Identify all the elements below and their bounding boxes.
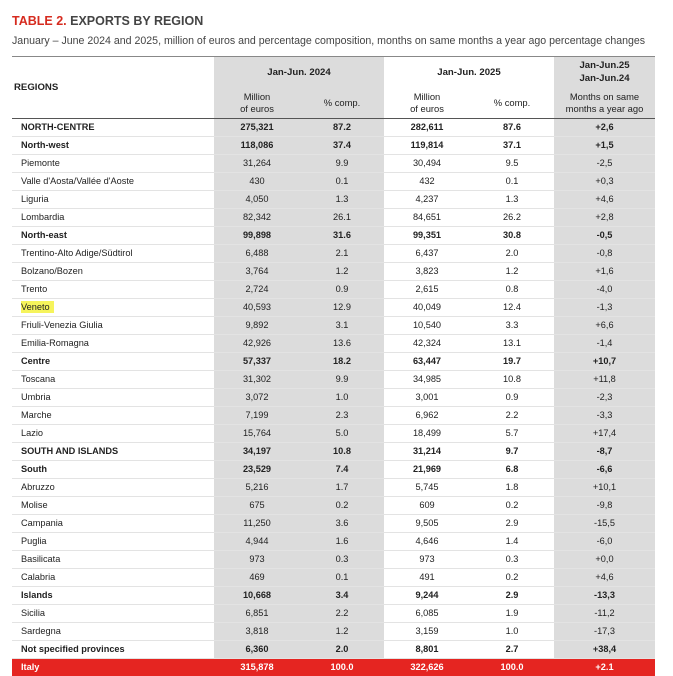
change-cell: +10,1 (554, 479, 655, 497)
region-name-cell (12, 407, 214, 425)
table-row (12, 137, 655, 155)
region-name: Bolzano/Bozen (21, 266, 83, 276)
comp-2024-cell: 1.7 (300, 479, 384, 497)
value-2025-cell: 99,351 (384, 227, 470, 245)
comp-2025-cell: 9.7 (470, 443, 554, 461)
region-name: Sardegna (21, 626, 61, 636)
region-name: Sicilia (21, 608, 45, 618)
table-subtitle: January – June 2024 and 2025, million of euros and percentage composition, months on same months a year ago percentage changes (12, 35, 645, 47)
value-2024-cell: 4,944 (214, 533, 300, 551)
value-2024-cell: 2,724 (214, 281, 300, 299)
value-2024-cell: 57,337 (214, 353, 300, 371)
region-name-cell (12, 209, 214, 227)
comp-2025-cell: 100.0 (470, 659, 554, 676)
region-name: Marche (21, 410, 52, 420)
comp-2024-cell: 1.0 (300, 389, 384, 407)
change-cell: -3,3 (554, 407, 655, 425)
table-row (12, 587, 655, 605)
comp-2024-cell: 2.3 (300, 407, 384, 425)
table-row (12, 461, 655, 479)
region-name: Umbria (21, 392, 51, 402)
region-name-cell (12, 587, 214, 605)
million-label: Million (384, 91, 470, 103)
comp-2024-cell: 12.9 (300, 299, 384, 317)
comp-2024-cell: 1.3 (300, 191, 384, 209)
region-name-cell (12, 389, 214, 407)
comp-2025-cell: 26.2 (470, 209, 554, 227)
value-2025-cell: 282,611 (384, 119, 470, 137)
of-euros-label: of euros (214, 103, 300, 115)
value-2025-cell: 3,001 (384, 389, 470, 407)
value-2024-cell: 3,072 (214, 389, 300, 407)
table-row (12, 155, 655, 173)
value-2024-cell: 6,360 (214, 641, 300, 659)
change-cell: +0,3 (554, 173, 655, 191)
comp-2025-cell: 2.9 (470, 515, 554, 533)
value-2025-cell: 9,505 (384, 515, 470, 533)
region-name-cell (12, 605, 214, 623)
region-name-cell (12, 533, 214, 551)
region-name: Valle d'Aosta/Vallée d'Aoste (21, 176, 134, 186)
change-period-header (554, 57, 655, 88)
comp-2025-cell: 13.1 (470, 335, 554, 353)
million-label: Million (214, 91, 300, 103)
comp-2025-cell: 0.2 (470, 569, 554, 587)
change-cell: +2,8 (554, 209, 655, 227)
value-2024-cell: 4,050 (214, 191, 300, 209)
value-2024-cell: 6,488 (214, 245, 300, 263)
value-2025-cell: 21,969 (384, 461, 470, 479)
comp-2025-cell: 2.9 (470, 587, 554, 605)
region-name-cell (12, 155, 214, 173)
value-2024-cell: 7,199 (214, 407, 300, 425)
region-name-cell (12, 461, 214, 479)
value-2025-cell: 84,651 (384, 209, 470, 227)
of-euros-label: of euros (384, 103, 470, 115)
comp-2024-cell: 87.2 (300, 119, 384, 137)
region-name: Piemonte (21, 158, 60, 168)
region-name: Toscana (21, 374, 55, 384)
value-2024-cell: 430 (214, 173, 300, 191)
change-cell: +11,8 (554, 371, 655, 389)
change-cell: -1,4 (554, 335, 655, 353)
value-2025-cell: 63,447 (384, 353, 470, 371)
comp-2025-cell: 2.2 (470, 407, 554, 425)
value-2024-cell: 3,764 (214, 263, 300, 281)
table-row (12, 605, 655, 623)
region-name: South (21, 464, 47, 474)
change-cell: +38,4 (554, 641, 655, 659)
region-name-cell (12, 623, 214, 641)
table-row (12, 299, 655, 317)
table-row (12, 551, 655, 569)
change-period-top: Jan-Jun.25 (554, 59, 655, 72)
region-name: Centre (21, 356, 50, 366)
table-row (12, 371, 655, 389)
change-cell: +1,5 (554, 137, 655, 155)
value-2025-cell: 31,214 (384, 443, 470, 461)
region-name-cell (12, 191, 214, 209)
comp-2024-cell: 10.8 (300, 443, 384, 461)
comp-2024-cell: 9.9 (300, 371, 384, 389)
value-2025-cell: 40,049 (384, 299, 470, 317)
year-ago-label: months a year ago (554, 103, 655, 115)
region-name-cell (12, 659, 214, 676)
change-cell: -2,3 (554, 389, 655, 407)
value-2025-cell: 6,085 (384, 605, 470, 623)
region-name: Italy (21, 662, 39, 672)
comp-2025-cell: 0.1 (470, 173, 554, 191)
value-2025-cell: 491 (384, 569, 470, 587)
comp-2025-cell: 37.1 (470, 137, 554, 155)
comp-2025-cell: 0.9 (470, 389, 554, 407)
region-name-cell (12, 371, 214, 389)
comp-2024-cell: 0.1 (300, 173, 384, 191)
comp-2024-cell: 0.1 (300, 569, 384, 587)
period-2025-header: Jan-Jun. 2025 (384, 57, 554, 88)
comp-2024-cell: 18.2 (300, 353, 384, 371)
region-name-cell (12, 425, 214, 443)
table-row (12, 317, 655, 335)
table-row (12, 515, 655, 533)
region-name: Trento (21, 284, 47, 294)
region-name-cell (12, 299, 214, 317)
million-2024-header (214, 87, 300, 119)
value-2024-cell: 9,892 (214, 317, 300, 335)
value-2025-cell: 2,615 (384, 281, 470, 299)
value-2024-cell: 31,302 (214, 371, 300, 389)
change-cell: -11,2 (554, 605, 655, 623)
comp-2025-cell: 1.4 (470, 533, 554, 551)
comp-2025-cell: 1.3 (470, 191, 554, 209)
value-2024-cell: 675 (214, 497, 300, 515)
value-2025-cell: 8,801 (384, 641, 470, 659)
region-name: NORTH-CENTRE (21, 122, 95, 132)
region-name-cell (12, 317, 214, 335)
comp-2025-cell: 5.7 (470, 425, 554, 443)
region-name-cell (12, 551, 214, 569)
value-2024-cell: 469 (214, 569, 300, 587)
comp-2025-cell: 12.4 (470, 299, 554, 317)
region-name-cell (12, 227, 214, 245)
table-row (12, 281, 655, 299)
value-2025-cell: 9,244 (384, 587, 470, 605)
months-change-header (554, 87, 655, 119)
table-row (12, 425, 655, 443)
comp-2024-cell: 0.3 (300, 551, 384, 569)
comp-2025-cell: 2.7 (470, 641, 554, 659)
region-name-cell (12, 569, 214, 587)
table-row (12, 533, 655, 551)
region-name: Campania (21, 518, 63, 528)
value-2024-cell: 3,818 (214, 623, 300, 641)
region-name: Basilicata (21, 554, 60, 564)
value-2024-cell: 118,086 (214, 137, 300, 155)
period-2024-header: Jan-Jun. 2024 (214, 57, 384, 88)
region-name-cell (12, 515, 214, 533)
value-2025-cell: 6,962 (384, 407, 470, 425)
comp-2025-cell: 30.8 (470, 227, 554, 245)
table-row (12, 191, 655, 209)
value-2024-cell: 31,264 (214, 155, 300, 173)
value-2024-cell: 99,898 (214, 227, 300, 245)
value-2025-cell: 119,814 (384, 137, 470, 155)
region-name-cell (12, 173, 214, 191)
change-cell: -4,0 (554, 281, 655, 299)
value-2024-cell: 23,529 (214, 461, 300, 479)
table-row (12, 407, 655, 425)
total-row (12, 659, 655, 676)
change-cell: +2,6 (554, 119, 655, 137)
region-name: Puglia (21, 536, 47, 546)
comp-2024-cell: 13.6 (300, 335, 384, 353)
months-label: Months on same (554, 91, 655, 103)
comp-2024-cell: 3.4 (300, 587, 384, 605)
table-row (12, 641, 655, 659)
comp-2025-header: % comp. (470, 87, 554, 119)
table-row (12, 569, 655, 587)
region-name-cell (12, 281, 214, 299)
comp-2025-cell: 1.9 (470, 605, 554, 623)
region-name: Liguria (21, 194, 49, 204)
value-2025-cell: 4,646 (384, 533, 470, 551)
comp-2025-cell: 2.0 (470, 245, 554, 263)
comp-2024-cell: 3.1 (300, 317, 384, 335)
region-name: Lazio (21, 428, 43, 438)
value-2025-cell: 4,237 (384, 191, 470, 209)
region-name: Friuli-Venezia Giulia (21, 320, 103, 330)
region-name-cell (12, 119, 214, 137)
change-cell: -6,6 (554, 461, 655, 479)
comp-2024-cell: 1.2 (300, 623, 384, 641)
table-label: TABLE 2. (12, 14, 67, 28)
comp-2024-cell: 2.2 (300, 605, 384, 623)
comp-2025-cell: 87.6 (470, 119, 554, 137)
change-cell: -13,3 (554, 587, 655, 605)
region-name: Veneto (21, 301, 54, 313)
change-cell: -9,8 (554, 497, 655, 515)
comp-2025-cell: 3.3 (470, 317, 554, 335)
table-row (12, 173, 655, 191)
comp-2024-cell: 2.1 (300, 245, 384, 263)
value-2024-cell: 275,321 (214, 119, 300, 137)
change-cell: -2,5 (554, 155, 655, 173)
change-cell: -0,5 (554, 227, 655, 245)
value-2025-cell: 3,159 (384, 623, 470, 641)
comp-2025-cell: 6.8 (470, 461, 554, 479)
region-name-cell (12, 353, 214, 371)
comp-2024-header: % comp. (300, 87, 384, 119)
region-name: Not specified provinces (21, 644, 125, 654)
table-row (12, 353, 655, 371)
value-2025-cell: 3,823 (384, 263, 470, 281)
value-2024-cell: 11,250 (214, 515, 300, 533)
region-name: Trentino-Alto Adige/Südtirol (21, 248, 133, 258)
table-row (12, 227, 655, 245)
value-2025-cell: 6,437 (384, 245, 470, 263)
region-name-cell (12, 641, 214, 659)
value-2024-cell: 82,342 (214, 209, 300, 227)
value-2025-cell: 18,499 (384, 425, 470, 443)
region-name: Emilia-Romagna (21, 338, 89, 348)
change-cell: +6,6 (554, 317, 655, 335)
change-cell: +4,6 (554, 191, 655, 209)
comp-2025-cell: 0.3 (470, 551, 554, 569)
comp-2024-cell: 26.1 (300, 209, 384, 227)
comp-2025-cell: 10.8 (470, 371, 554, 389)
value-2024-cell: 34,197 (214, 443, 300, 461)
regions-header: REGIONS (12, 57, 214, 119)
table-title (12, 14, 203, 28)
table-row (12, 623, 655, 641)
comp-2024-cell: 0.2 (300, 497, 384, 515)
region-name-cell (12, 263, 214, 281)
value-2025-cell: 30,494 (384, 155, 470, 173)
table-row (12, 479, 655, 497)
region-name-cell (12, 335, 214, 353)
value-2025-cell: 5,745 (384, 479, 470, 497)
table-row (12, 335, 655, 353)
comp-2024-cell: 37.4 (300, 137, 384, 155)
value-2024-cell: 10,668 (214, 587, 300, 605)
change-cell: -0,8 (554, 245, 655, 263)
value-2024-cell: 315,878 (214, 659, 300, 676)
change-cell: +0,0 (554, 551, 655, 569)
comp-2025-cell: 1.2 (470, 263, 554, 281)
region-name: SOUTH AND ISLANDS (21, 446, 118, 456)
comp-2024-cell: 3.6 (300, 515, 384, 533)
table-heading: EXPORTS BY REGION (70, 14, 203, 28)
comp-2025-cell: 0.8 (470, 281, 554, 299)
value-2024-cell: 5,216 (214, 479, 300, 497)
comp-2024-cell: 1.6 (300, 533, 384, 551)
change-cell: -17,3 (554, 623, 655, 641)
value-2025-cell: 322,626 (384, 659, 470, 676)
table-row (12, 389, 655, 407)
comp-2024-cell: 1.2 (300, 263, 384, 281)
change-cell: -6,0 (554, 533, 655, 551)
region-name: Abruzzo (21, 482, 55, 492)
table-row (12, 497, 655, 515)
comp-2024-cell: 9.9 (300, 155, 384, 173)
region-name: Molise (21, 500, 48, 510)
comp-2025-cell: 1.8 (470, 479, 554, 497)
value-2025-cell: 34,985 (384, 371, 470, 389)
value-2025-cell: 973 (384, 551, 470, 569)
million-2025-header (384, 87, 470, 119)
value-2025-cell: 609 (384, 497, 470, 515)
comp-2025-cell: 19.7 (470, 353, 554, 371)
region-name: Calabria (21, 572, 55, 582)
comp-2025-cell: 9.5 (470, 155, 554, 173)
table-row (12, 209, 655, 227)
value-2024-cell: 6,851 (214, 605, 300, 623)
region-name: Lombardia (21, 212, 64, 222)
table-row (12, 119, 655, 137)
value-2024-cell: 40,593 (214, 299, 300, 317)
comp-2024-cell: 7.4 (300, 461, 384, 479)
value-2025-cell: 432 (384, 173, 470, 191)
change-period-bottom: Jan-Jun.24 (554, 72, 655, 85)
change-cell: +1,6 (554, 263, 655, 281)
change-cell: +4,6 (554, 569, 655, 587)
value-2024-cell: 973 (214, 551, 300, 569)
comp-2025-cell: 1.0 (470, 623, 554, 641)
comp-2024-cell: 5.0 (300, 425, 384, 443)
change-cell: +17,4 (554, 425, 655, 443)
change-cell: -8,7 (554, 443, 655, 461)
comp-2024-cell: 0.9 (300, 281, 384, 299)
region-name: North-east (21, 230, 67, 240)
table-body (12, 119, 655, 676)
exports-table (12, 56, 655, 676)
region-name-cell (12, 443, 214, 461)
comp-2024-cell: 100.0 (300, 659, 384, 676)
header-row-periods (12, 57, 655, 88)
change-cell: +10,7 (554, 353, 655, 371)
region-name-cell (12, 137, 214, 155)
table-row (12, 263, 655, 281)
change-cell: +2.1 (554, 659, 655, 676)
comp-2024-cell: 2.0 (300, 641, 384, 659)
region-name-cell (12, 497, 214, 515)
table-row (12, 245, 655, 263)
change-cell: -15,5 (554, 515, 655, 533)
value-2024-cell: 15,764 (214, 425, 300, 443)
change-cell: -1,3 (554, 299, 655, 317)
value-2024-cell: 42,926 (214, 335, 300, 353)
table-row (12, 443, 655, 461)
region-name-cell (12, 479, 214, 497)
value-2025-cell: 10,540 (384, 317, 470, 335)
region-name-cell (12, 245, 214, 263)
region-name: Islands (21, 590, 53, 600)
region-name: North-west (21, 140, 69, 150)
comp-2024-cell: 31.6 (300, 227, 384, 245)
comp-2025-cell: 0.2 (470, 497, 554, 515)
value-2025-cell: 42,324 (384, 335, 470, 353)
